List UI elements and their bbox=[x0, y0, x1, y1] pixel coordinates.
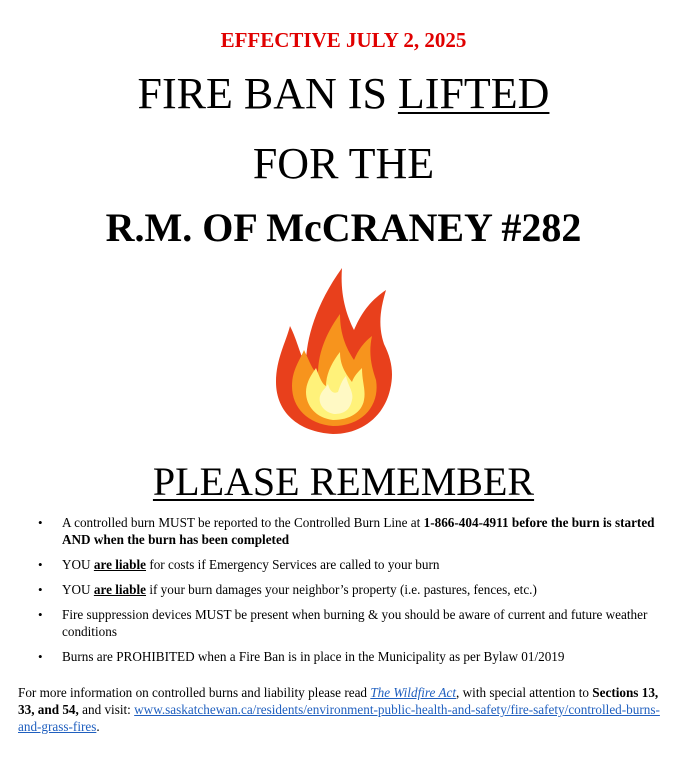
rule3-pre: YOU bbox=[62, 582, 94, 597]
headline-line1 bbox=[0, 70, 687, 118]
rule-item-neighbor-property bbox=[22, 581, 672, 598]
headline-prefix: FIRE BAN IS bbox=[137, 69, 398, 118]
saskatchewan-url-link[interactable]: www.saskatchewan.ca/residents/environment-public-health-and-safety/fire-safety/controlled-burns-and-grass-fires bbox=[18, 702, 660, 734]
footer-sections: Sections 13, 33, and 54, bbox=[18, 685, 659, 717]
effective-date: EFFECTIVE JULY 2, 2025 bbox=[220, 28, 467, 52]
headline-lifted: LIFTED bbox=[397, 69, 550, 118]
footer-text2: , with special attention to bbox=[456, 685, 593, 700]
rule3-liable: are liable bbox=[93, 582, 147, 597]
rule-item-emergency-costs bbox=[22, 556, 672, 573]
footer-text3: and visit: bbox=[78, 702, 135, 717]
municipality-name: R.M. OF McCRANEY #282 bbox=[105, 205, 582, 250]
rule2-liable: are liable bbox=[93, 557, 147, 572]
rule-item-controlled-burn bbox=[22, 514, 672, 548]
footer-text4: . bbox=[96, 719, 100, 734]
rule2-post: for costs if Emergency Services are called to your burn bbox=[146, 557, 440, 572]
headline-line2: FOR THE bbox=[252, 139, 435, 188]
rule1-bold: 1-866-404-4911 before the burn is started AND when the burn has been completed bbox=[62, 515, 655, 547]
please-remember-text: PLEASE REMEMBER bbox=[152, 459, 535, 504]
footer-text1: For more information on controlled burns and liability please read bbox=[18, 685, 371, 700]
rule-item-suppression-devices bbox=[22, 606, 672, 640]
rule4-text: Fire suppression devices MUST be present when burning & you should be aware of current and future weather conditions bbox=[62, 607, 648, 639]
rule3-post: if your burn damages your neighbor’s property (i.e. pastures, fences, etc.) bbox=[146, 582, 537, 597]
please-remember-heading bbox=[0, 458, 687, 506]
more-info-paragraph bbox=[18, 684, 673, 735]
flame-icon bbox=[268, 264, 398, 436]
rule5-text: Burns are PROHIBITED when a Fire Ban is in place in the Municipality as per Bylaw 01/2019 bbox=[62, 649, 565, 664]
wildfire-act-link[interactable]: The Wildfire Act bbox=[370, 685, 457, 700]
rule-item-prohibited bbox=[22, 648, 672, 665]
rule2-pre: YOU bbox=[62, 557, 94, 572]
rules-list bbox=[22, 514, 672, 673]
rule1-text: A controlled burn MUST be reported to the Controlled Burn Line at bbox=[62, 515, 424, 530]
